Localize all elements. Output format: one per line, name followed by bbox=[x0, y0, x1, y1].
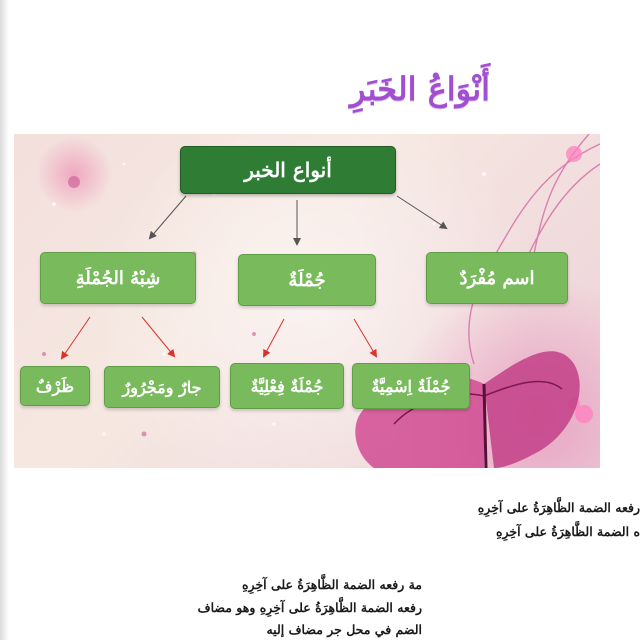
node-shibh-jumla: شِبْهُ الجُمْلَةِ bbox=[40, 252, 196, 304]
arrow-shibh-to-jar bbox=[142, 317, 174, 356]
body-line-5: الضم في محل جر مضاف إليه bbox=[266, 622, 422, 637]
root-node: أنواع الخبر bbox=[180, 146, 396, 194]
node-jumla-filiyya: جُمْلَةٌ فِعْلِيَّةٌ bbox=[230, 363, 344, 409]
body-line-2: ه الضمة الظَّاهِرَةُ على آخِرِهِ bbox=[495, 524, 640, 539]
page-edge bbox=[0, 0, 9, 640]
arrow-jumla-to-ismiyya bbox=[354, 319, 376, 356]
node-jumla: جُمْلَةٌ bbox=[238, 254, 376, 306]
body-line-1: رفعه الضمة الظَّاهِرَةُ على آخِرِهِ bbox=[477, 500, 640, 515]
body-line-3: مة رفعه الضمة الظَّاهِرَةُ على آخِرِهِ bbox=[242, 577, 422, 592]
arrow-jumla-to-filiyya bbox=[264, 319, 284, 356]
node-zarf: ظَرْفٌ bbox=[20, 366, 90, 406]
arrow-root-to-mufrad bbox=[397, 196, 446, 228]
diagram-panel bbox=[14, 134, 600, 468]
node-jar-majrur: جارٌ ومَجْرُورٌ bbox=[104, 366, 220, 408]
arrow-root-to-shibh bbox=[150, 196, 186, 238]
body-line-4: رفعه الضمة الظَّاهِرَةُ على آخِرِهِ وهو مضاف bbox=[197, 600, 422, 615]
page-title: أَنْوَاعُ الخَبَرِ bbox=[349, 70, 490, 108]
node-jumla-ismiyya: جُمْلَةٌ اِسْمِيَّةٌ bbox=[352, 363, 470, 409]
arrow-shibh-to-zarf bbox=[62, 317, 90, 358]
node-ism-mufrad: اسم مُفْرَدٌ bbox=[426, 252, 568, 304]
